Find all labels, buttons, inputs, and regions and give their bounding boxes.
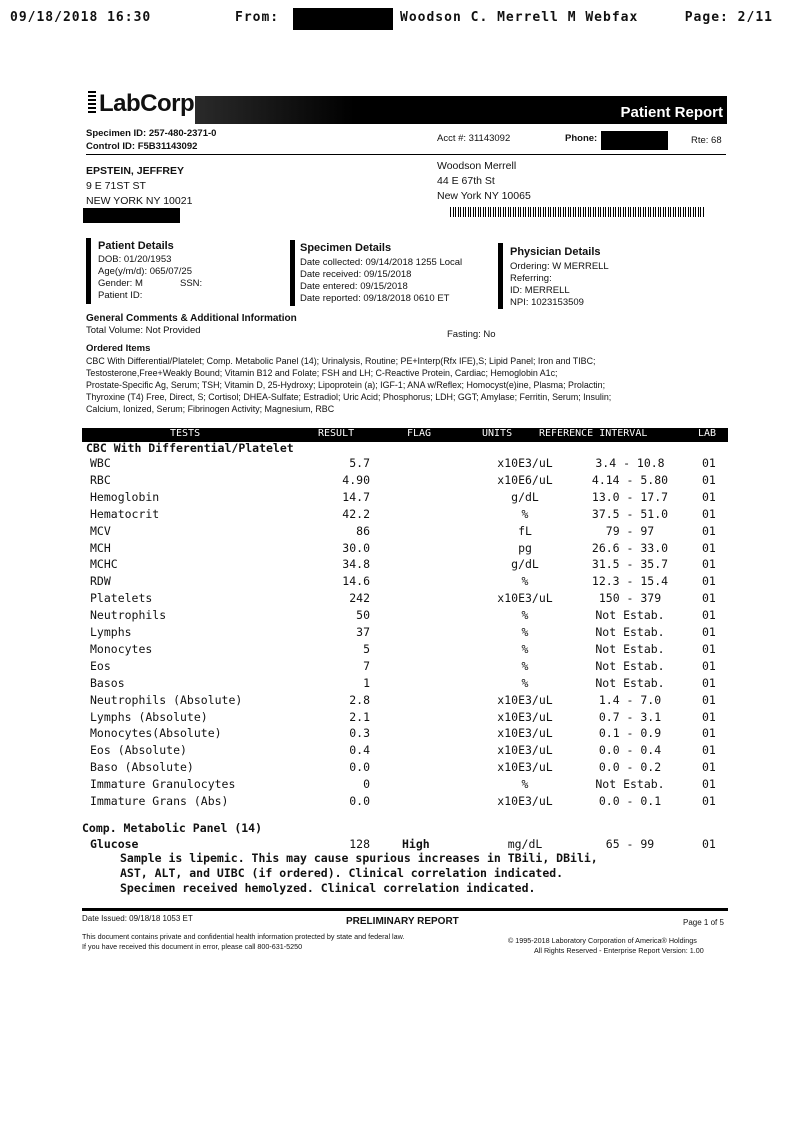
test-reference: 13.0 - 17.7 (591, 489, 669, 504)
ordered-items-line: Thyroxine (T4) Free, Direct, S; Cortisol; DHEA-Sulfate; Estradiol; Uric Acid; Phosphorus; LDH; GGT; Amylase; Ferritin, Serum; Insulin; (86, 392, 612, 402)
test-lab: 01 (702, 574, 716, 589)
test-result: 2.1 (349, 709, 370, 724)
test-result: 2.8 (349, 692, 370, 707)
account-number: Acct #: 31143092 (437, 133, 511, 144)
physician-details-title: Physician Details (510, 246, 601, 258)
test-name: Neutrophils (Absolute) (90, 692, 243, 707)
test-result: 0.0 (349, 794, 370, 808)
table-row (90, 642, 730, 658)
ordered-items-title: Ordered Items (86, 343, 151, 354)
test-units: x10E3/uL (497, 692, 553, 707)
test-reference: 37.5 - 51.0 (591, 506, 669, 521)
results-table-header (82, 428, 728, 442)
test-units: x10E3/uL (497, 709, 553, 724)
table-row (90, 794, 730, 810)
test-units: x10E3/uL (497, 726, 553, 741)
test-result: 0 (363, 777, 370, 792)
date-received: Date received: 09/15/2018 (300, 269, 412, 280)
test-reference: 31.5 - 35.7 (591, 557, 669, 572)
test-result: 86 (356, 523, 370, 538)
result-note-line: Sample is lipemic. This may cause spurious increases in TBili, DBili, (120, 851, 598, 865)
test-result: 34.8 (342, 557, 370, 572)
table-row (90, 777, 730, 793)
test-reference: Not Estab. (595, 608, 665, 623)
test-reference: 0.1 - 0.9 (598, 726, 662, 741)
patient-address-2: NEW YORK NY 10021 (86, 195, 193, 207)
table-row (90, 490, 730, 506)
date-entered: Date entered: 09/15/2018 (300, 281, 408, 292)
test-lab: 01 (702, 692, 716, 707)
fax-datetime: 09/18/2018 16:30 (10, 10, 152, 25)
test-name: MCV (90, 523, 111, 538)
test-units: % (521, 574, 529, 589)
test-reference: 4.14 - 5.80 (591, 472, 669, 487)
specimen-details-bar (290, 240, 295, 306)
patient-name: EPSTEIN, JEFFREY (86, 165, 185, 177)
test-lab: 01 (702, 523, 716, 538)
test-name: Lymphs (90, 625, 132, 639)
test-name: RDW (90, 574, 111, 589)
test-units: % (521, 675, 529, 690)
test-reference: Not Estab. (595, 675, 665, 690)
patient-id: Patient ID: (98, 290, 143, 301)
labcorp-logo (88, 90, 194, 118)
test-name: MCHC (90, 557, 118, 572)
postal-barcode (450, 207, 705, 217)
test-units: % (521, 506, 529, 521)
test-lab: 01 (702, 743, 716, 758)
test-lab: 01 (702, 608, 716, 623)
test-units: % (521, 641, 529, 656)
test-units: % (521, 777, 529, 792)
test-lab: 01 (702, 760, 716, 775)
patient-details-title: Patient Details (98, 240, 174, 252)
test-lab: 01 (702, 625, 716, 639)
test-lab: 01 (702, 641, 716, 656)
test-name: Neutrophils (90, 608, 167, 623)
col-result: RESULT (318, 428, 355, 439)
table-row (90, 456, 730, 472)
patient-details-bar (86, 238, 91, 304)
ordered-items-line: Prostate-Specific Ag, Serum; TSH; Vitamin D, 25-Hydroxy; Lipoprotein (a); IGF-1; ANA w/Reflex; Homocyst(e)ine, Plasma; Prolactin; (86, 380, 606, 390)
physician-address-name: Woodson Merrell (437, 160, 517, 172)
physician-npi: NPI: 1023153509 (510, 297, 584, 308)
col-units: UNITS (482, 428, 513, 439)
specimen-details-title: Specimen Details (300, 242, 392, 254)
test-lab: 01 (702, 489, 716, 504)
test-result: 0.0 (349, 760, 370, 775)
test-result: 4.90 (342, 472, 370, 487)
test-units: fL (518, 523, 532, 538)
table-row (90, 743, 730, 759)
test-reference: 0.0 - 0.1 (598, 794, 662, 808)
patient-redaction (83, 208, 180, 223)
table-row (90, 591, 730, 607)
table-row (90, 507, 730, 523)
test-name: Monocytes (90, 641, 153, 656)
table-row (90, 760, 730, 776)
section-cmp: Comp. Metabolic Panel (14) (82, 821, 263, 835)
physician-address-1: 44 E 67th St (437, 175, 495, 187)
test-lab: 01 (702, 794, 716, 808)
test-result: 128 (349, 837, 370, 851)
test-reference: 26.6 - 33.0 (591, 540, 669, 555)
test-result: 50 (356, 608, 370, 623)
col-reference: REFERENCE INTERVAL (539, 428, 648, 439)
table-row (90, 659, 730, 675)
table-row (90, 473, 730, 489)
patient-ssn: SSN: (180, 278, 203, 289)
date-collected: Date collected: 09/14/2018 1255 Local (300, 257, 463, 268)
test-name: Immature Granulocytes (90, 777, 236, 792)
physician-referring: Referring: (510, 273, 552, 284)
test-units: x10E3/uL (497, 456, 553, 470)
comments-title: General Comments & Additional Information (86, 313, 297, 324)
test-name: Eos (90, 658, 111, 673)
test-units: pg (518, 540, 532, 555)
phone-label: Phone: (565, 133, 598, 144)
footer-rule (82, 908, 728, 911)
table-row (90, 625, 730, 641)
test-reference: 150 - 379 (598, 591, 662, 606)
route: Rte: 68 (691, 135, 722, 146)
test-reference: Not Estab. (595, 777, 665, 792)
redaction-block (293, 8, 393, 30)
test-result: 0.4 (349, 743, 370, 758)
test-name: MCH (90, 540, 111, 555)
test-reference: Not Estab. (595, 625, 665, 639)
section-cbc: CBC With Differential/Platelet (86, 441, 294, 455)
confidential-notice: This document contains private and confidential health information protected by state and federal law. (82, 932, 405, 941)
test-units: x10E3/uL (497, 743, 553, 758)
ordered-items-line: Calcium, Ionized, Serum; Fibrinogen Activity; Magnesium, RBC (86, 404, 335, 414)
test-lab: 01 (702, 591, 716, 606)
test-name: Hemoglobin (90, 489, 160, 504)
test-name: Hematocrit (90, 506, 160, 521)
test-name: Basos (90, 675, 125, 690)
col-flag: FLAG (407, 428, 432, 439)
physician-address-2: New York NY 10065 (437, 190, 531, 202)
test-reference: 3.4 - 10.8 (595, 456, 665, 470)
page-number: Page 1 of 5 (683, 918, 724, 927)
ordered-items-line: CBC With Differential/Platelet; Comp. Metabolic Panel (14); Urinalysis, Routine; PE+Interp(Rfx IFE),S; Lipid Panel; Iron and TIBC; (86, 356, 596, 366)
report-status: PRELIMINARY REPORT (346, 916, 459, 927)
logo-mark-icon (88, 91, 96, 113)
test-lab: 01 (702, 675, 716, 690)
test-lab: 01 (702, 456, 716, 470)
fax-header (10, 10, 783, 32)
test-result: 7 (363, 658, 370, 673)
patient-address-1: 9 E 71ST ST (86, 180, 146, 192)
test-reference: 12.3 - 15.4 (591, 574, 669, 589)
test-name: Platelets (90, 591, 153, 606)
patient-age: Age(y/m/d): 065/07/25 (98, 266, 192, 277)
copyright: © 1995-2018 Laboratory Corporation of America® Holdings (508, 936, 697, 945)
physician-id: ID: MERRELL (510, 285, 570, 296)
test-lab: 01 (702, 726, 716, 741)
test-name: WBC (90, 456, 111, 470)
fax-page: Page: 2/11 (684, 10, 773, 25)
test-lab: 01 (702, 777, 716, 792)
physician-ordering: Ordering: W MERRELL (510, 261, 609, 272)
table-row (90, 693, 730, 709)
divider (86, 154, 726, 155)
test-units: % (521, 658, 529, 673)
table-row (90, 574, 730, 590)
test-name: Lymphs (Absolute) (90, 709, 208, 724)
test-units: x10E3/uL (497, 794, 553, 808)
test-reference: 0.0 - 0.4 (598, 743, 662, 758)
test-name: RBC (90, 472, 111, 487)
test-lab: 01 (702, 837, 716, 851)
test-lab: 01 (702, 658, 716, 673)
test-result: 42.2 (342, 506, 370, 521)
test-result: 1 (363, 675, 370, 690)
test-name: Eos (Absolute) (90, 743, 187, 758)
test-units: g/dL (511, 489, 539, 504)
test-result: 242 (349, 591, 370, 606)
test-result: 37 (356, 625, 370, 639)
result-note-line: Specimen received hemolyzed. Clinical correlation indicated. (120, 881, 536, 895)
result-note-line: AST, ALT, and UIBC (if ordered). Clinical correlation indicated. (120, 866, 564, 880)
logo-text: LabCorp (99, 90, 195, 117)
test-result: 5.7 (349, 456, 370, 470)
report-title: Patient Report (620, 104, 723, 121)
col-tests: TESTS (170, 428, 201, 439)
test-reference: 0.0 - 0.2 (598, 760, 662, 775)
specimen-id: Specimen ID: 257-480-2371-0 (86, 128, 217, 139)
test-units: x10E6/uL (497, 472, 553, 487)
test-result: 5 (363, 641, 370, 656)
table-row (90, 726, 730, 742)
control-id: Control ID: F5B31143092 (86, 141, 198, 152)
test-units: mg/dL (507, 837, 543, 851)
confidential-notice: If you have received this document in error, please call 800-631-5250 (82, 942, 303, 951)
test-name: Baso (Absolute) (90, 760, 194, 775)
test-lab: 01 (702, 472, 716, 487)
col-lab: LAB (698, 428, 717, 439)
ordered-items-line: Testosterone,Free+Weakly Bound; Vitamin B12 and Folate; FSH and LH; C-Reactive Protein, Cardiac; Hemoglobin A1c; (86, 368, 558, 378)
test-units: % (521, 625, 529, 639)
test-reference: 1.4 - 7.0 (598, 692, 662, 707)
date-issued: Date Issued: 09/18/18 1053 ET (82, 914, 193, 923)
phone-redaction (601, 131, 668, 150)
table-row (90, 608, 730, 624)
copyright: All Rights Reserved - Enterprise Report Version: 1.00 (534, 946, 704, 955)
patient-dob: DOB: 01/20/1953 (98, 254, 172, 265)
fax-sender: Woodson C. Merrell M Webfax (400, 10, 639, 25)
test-reference: 65 - 99 (605, 837, 655, 851)
test-reference: 79 - 97 (605, 523, 655, 538)
test-lab: 01 (702, 540, 716, 555)
physician-details-bar (498, 243, 503, 309)
table-row (90, 676, 730, 692)
fax-from-label: From: (235, 10, 280, 25)
table-row (90, 541, 730, 557)
total-volume: Total Volume: Not Provided (86, 325, 201, 336)
test-result: 14.7 (342, 489, 370, 504)
test-reference: 0.7 - 3.1 (598, 709, 662, 724)
date-reported: Date reported: 09/18/2018 0610 ET (300, 293, 450, 304)
test-lab: 01 (702, 506, 716, 521)
test-name: Glucose (90, 837, 139, 851)
table-row (90, 557, 730, 573)
table-row (90, 524, 730, 540)
table-row (90, 710, 730, 726)
patient-gender: Gender: M (98, 278, 143, 289)
test-reference: Not Estab. (595, 658, 665, 673)
test-result: 30.0 (342, 540, 370, 555)
test-units: x10E3/uL (497, 591, 553, 606)
test-name: Monocytes(Absolute) (90, 726, 222, 741)
test-units: g/dL (511, 557, 539, 572)
test-result: 0.3 (349, 726, 370, 741)
fasting: Fasting: No (447, 329, 496, 340)
test-units: x10E3/uL (497, 760, 553, 775)
test-lab: 01 (702, 709, 716, 724)
test-reference: Not Estab. (595, 641, 665, 656)
test-units: % (521, 608, 529, 623)
test-flag: High (402, 837, 430, 851)
test-lab: 01 (702, 557, 716, 572)
test-name: Immature Grans (Abs) (90, 794, 229, 808)
test-result: 14.6 (342, 574, 370, 589)
